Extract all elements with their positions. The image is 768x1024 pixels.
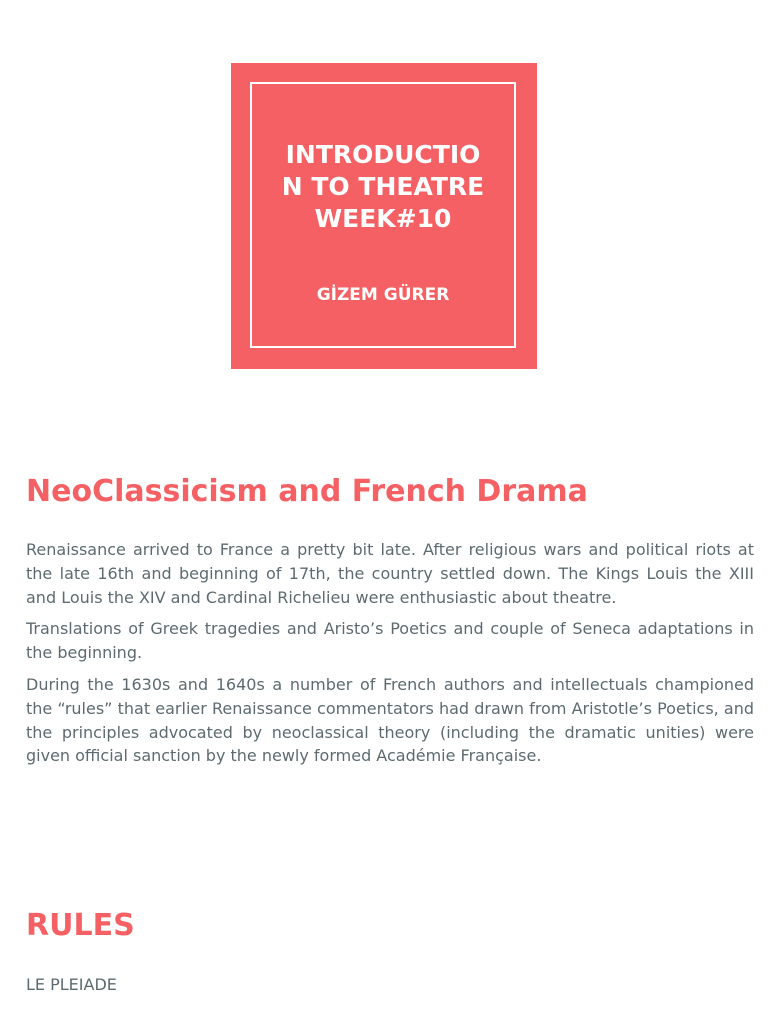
cover-frame (250, 82, 516, 348)
paragraph: Renaissance arrived to France a pretty bit late. After religious wars and political riots at the late 16th and beginning of 17th, the country settled down. The Kings Louis the XIII and Louis the XIV and Cardinal Richelieu were enthusiastic about theatre. (26, 540, 754, 607)
paragraph: During the 1630s and 1640s a number of French authors and intellectuals championed the “rules” that earlier Renaissance commentators had drawn from Aristotle’s Poetics, and the principles advocated by neoclassical theory (including the dramatic unities) were given official sanction by the newly formed Académie Française. (26, 674, 754, 766)
paragraph: Translations of Greek tragedies and Aristo’s Poetics and couple of Seneca adaptations in the beginning. (26, 619, 754, 663)
cover-title-line: N TO THEATRE (281, 172, 485, 201)
cover-title-line: WEEK#10 (314, 204, 452, 233)
section-body (26, 538, 754, 776)
cover-title-line: INTRODUCTIO (285, 140, 481, 169)
section-heading-neoclassicism: NeoClassicism and French Drama (26, 474, 588, 509)
cover-title (252, 139, 514, 235)
cover-author: GİZEM GÜRER (316, 285, 450, 305)
section-heading-rules: RULES (26, 908, 135, 943)
rules-item: LE PLEIADE (26, 975, 117, 994)
cover-block (231, 63, 537, 369)
